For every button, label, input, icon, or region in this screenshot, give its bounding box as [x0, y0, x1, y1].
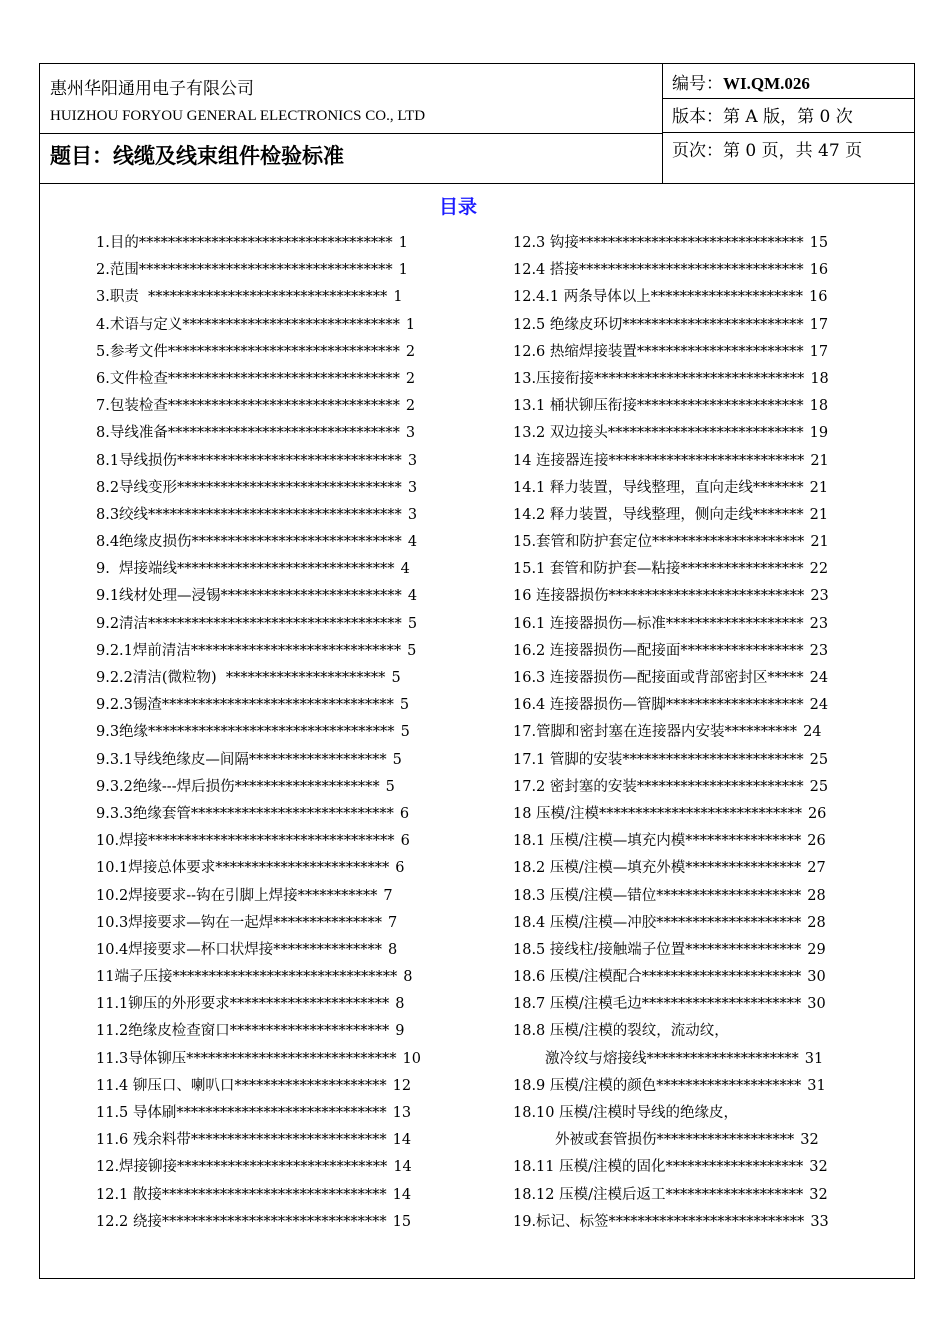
toc-entry: [513, 801, 829, 828]
toc-entry-text: 12.3 钩接*******************************: [513, 235, 804, 251]
toc-entry-text: 16.3 连接器损伤—配接面或背部密封区*****: [513, 670, 804, 686]
toc-entry-text: 11.4 铆压口、喇叭口*********************: [96, 1077, 387, 1094]
toc-entry-page: 32: [800, 1132, 819, 1149]
toc-entry-page: 5: [391, 670, 401, 686]
toc-entry: [513, 1018, 829, 1045]
toc-entry-page: 5: [400, 724, 410, 741]
toc-entry-page: 32: [809, 1159, 828, 1176]
toc-entry-page: 6: [399, 805, 410, 822]
toc-entry-text: 14.2 释力装置，导线整理，侧向走线*******: [513, 506, 804, 523]
header-right: [663, 64, 914, 184]
toc-entry-page: 32: [809, 1186, 828, 1203]
toc-entry-page: 24: [809, 670, 829, 686]
toc-entry-text: 9.3.2绝缘---焊后损伤********************: [96, 778, 380, 795]
toc-entry: [96, 1154, 421, 1181]
toc-entry-text: 13.2 双边接头***************************: [513, 425, 804, 442]
toc-entry-text: 11.2绝缘皮检查窗口**********************: [96, 1023, 390, 1040]
toc-entry-page: 25: [809, 751, 829, 768]
toc-entry: [96, 556, 421, 583]
toc-entry: [513, 692, 829, 719]
toc-entry-page: 18: [810, 370, 829, 387]
toc-entry-page: 16: [809, 262, 829, 279]
toc-entry: [513, 366, 829, 393]
toc-right-column: [513, 230, 829, 1236]
toc-entry: [513, 1127, 829, 1154]
toc-entry-text: 9.2清洁***********************************: [96, 615, 402, 632]
toc-entry: [96, 747, 421, 774]
toc-entry-text: 11端子压接*******************************: [96, 969, 398, 986]
toc-entry-text: 1.目的***********************************: [96, 235, 393, 251]
toc-entry: [96, 366, 421, 393]
toc-title: 目录: [438, 196, 477, 218]
toc-entry-text: 6.文件检查********************************: [96, 370, 400, 387]
page-info: 页次：第 0 页，共 47 页: [672, 141, 863, 161]
toc-entry: [96, 828, 421, 855]
toc-entry-text: 13.1 桶状铆压衔接***********************: [513, 398, 804, 415]
toc-entry-page: 29: [807, 941, 826, 958]
toc-entry: [96, 312, 421, 339]
toc-entry-page: 7: [388, 914, 398, 931]
toc-entry-page: 21: [809, 506, 829, 523]
toc-entry-text: 18.7 压模/注模毛边**********************: [513, 996, 802, 1013]
toc-entry-page: 14: [393, 1159, 412, 1176]
toc-entry: [513, 556, 829, 583]
toc-entry: [513, 1073, 829, 1100]
toc-entry: [513, 964, 829, 991]
toc-entry-text: 12.1 散接*******************************: [96, 1186, 387, 1203]
toc-entry-page: 5: [407, 642, 417, 659]
toc-entry-text: 9.2.3锡渣********************************: [96, 697, 394, 714]
toc-entry-text: 16.2 连接器损伤—配接面*****************: [513, 642, 804, 659]
toc-entry: [96, 883, 421, 910]
toc-entry: [96, 611, 421, 638]
toc-entry-text: 激冷纹与熔接线*********************: [545, 1050, 799, 1067]
toc-entry-text: 14.1 释力装置，导线整理，直向走线*******: [513, 479, 804, 496]
toc-entry-page: 2: [405, 343, 416, 360]
toc-entry-page: 18: [809, 398, 829, 415]
toc-entry-text: 9. 焊接端线******************************: [96, 561, 395, 578]
toc-entry-text: 18.4 压模/注模—冲胶********************: [513, 914, 802, 931]
toc-entry: [513, 855, 829, 882]
toc-entry-text: 15.1 套管和防护套—粘接*****************: [513, 561, 804, 578]
toc-entry: [513, 583, 829, 610]
toc-entry-page: 2: [405, 370, 416, 387]
toc-entry: [96, 1209, 421, 1236]
toc-entry-text: 3.职责 *********************************: [96, 289, 388, 306]
toc-entry-page: 31: [807, 1077, 826, 1094]
toc-entry-page: 26: [807, 805, 827, 822]
toc-entry: [513, 339, 829, 366]
company-name-cn: 惠州华阳通用电子有限公司: [50, 79, 254, 99]
toc-entry-text: 18.6 压模/注模配合**********************: [513, 969, 802, 986]
toc-entry-text: 12.2 绕接*******************************: [96, 1213, 387, 1230]
version: 版本：第 A 版，第 0 次: [672, 107, 853, 127]
toc-entry-page: 3: [405, 425, 416, 442]
toc-entry-text: 8.2导线变形*******************************: [96, 479, 402, 496]
toc-entry-text: 10.焊接**********************************: [96, 833, 395, 850]
toc-entry: [513, 393, 829, 420]
toc-entry-page: 4: [407, 588, 418, 605]
toc-entry: [513, 1154, 829, 1181]
toc-entry-page: 9: [395, 1023, 405, 1040]
toc-entry-page: 15: [392, 1213, 412, 1230]
toc-entry-page: 2: [405, 398, 416, 415]
meta-divider-2: [663, 132, 914, 133]
toc-entry: [513, 747, 829, 774]
toc-entry: [513, 774, 829, 801]
toc-entry-text: 10.2焊接要求--钩在引脚上焊接***********: [96, 887, 378, 904]
toc-entry: [513, 420, 829, 447]
toc-entry-page: 1: [398, 262, 408, 279]
toc-entry-text: 8.4绝缘皮损伤*****************************: [96, 534, 402, 551]
toc-entry-page: 24: [809, 697, 829, 714]
toc-entry: [96, 1073, 421, 1100]
toc-entry: [96, 448, 421, 475]
toc-entry: [513, 719, 829, 746]
toc-entry: [96, 583, 421, 610]
toc-left-column: [96, 230, 421, 1236]
toc-entry: [513, 1209, 829, 1236]
toc-entry-page: 1: [393, 289, 403, 306]
toc-entry: [513, 312, 829, 339]
toc-entry-page: 8: [388, 941, 398, 958]
toc-entry-page: 22: [809, 561, 829, 578]
toc-entry: [513, 1046, 829, 1073]
toc-entry-page: 28: [807, 887, 826, 904]
toc-entry-page: 3: [407, 452, 418, 469]
toc-entry: [513, 529, 829, 556]
toc-entry-page: 19: [809, 425, 829, 442]
toc-entry-text: 12.6 热缩焊接装置***********************: [513, 343, 804, 360]
company-name-en: HUIZHOU FORYOU GENERAL ELECTRONICS CO., LTD: [50, 108, 426, 124]
toc-entry-text: 19.标记、标签***************************: [513, 1213, 805, 1230]
toc-entry: [513, 502, 829, 529]
toc-entry-page: 6: [400, 833, 410, 850]
toc-entry-text: 16.1 连接器损伤—标准*******************: [513, 615, 804, 632]
toc-entry-page: 17: [809, 343, 829, 360]
toc-entry: [513, 1100, 829, 1127]
toc-entry-text: 2.范围***********************************: [96, 262, 393, 279]
toc-entry: [513, 257, 829, 284]
toc-entry-page: 23: [810, 588, 829, 605]
toc-entry: [96, 1018, 421, 1045]
toc-entry-text: 15.套管和防护套定位*********************: [513, 534, 805, 551]
toc-entry-page: 21: [809, 479, 829, 496]
toc-entry-page: 6: [395, 860, 405, 877]
toc-entry-page: 5: [385, 778, 395, 795]
toc-entry: [96, 257, 421, 284]
toc-entry-page: 7: [383, 887, 393, 904]
toc-entry: [96, 475, 421, 502]
toc-entry: [96, 1046, 421, 1073]
toc-entry-text: 18.2 压模/注模—填充外模****************: [513, 860, 802, 877]
toc-entry-text: 18 压模/注模****************************: [513, 805, 802, 822]
toc-entry-text: 10.1焊接总体要求************************: [96, 860, 390, 877]
toc-entry-text: 13.压接衔接*****************************: [513, 370, 805, 387]
toc-entry-page: 5: [407, 615, 418, 632]
toc-entry: [96, 937, 421, 964]
toc-entry-page: 30: [807, 969, 826, 986]
toc-entry-page: 24: [803, 724, 822, 741]
toc-entry: [513, 284, 829, 311]
toc-entry-page: 26: [807, 833, 826, 850]
toc-entry-page: 14: [392, 1132, 412, 1149]
toc-entry-page: 25: [809, 778, 829, 795]
toc-entry-text: 12.4 搭接*******************************: [513, 262, 804, 279]
toc-entry-text: 11.3导体铆压*****************************: [96, 1050, 397, 1067]
toc-entry-text: 8.导线准备********************************: [96, 425, 400, 442]
toc-entry: [96, 339, 421, 366]
toc-entry-text: 5.参考文件********************************: [96, 343, 400, 360]
toc-entry-page: 33: [810, 1213, 829, 1230]
toc-entry: [96, 991, 421, 1018]
toc-entry: [96, 638, 421, 665]
toc-entry-text: 16 连接器损伤***************************: [513, 588, 805, 605]
toc-entry-text: 10.4焊接要求—杯口状焊接***************: [96, 941, 383, 958]
toc-entry-text: 9.1线材处理—浸锡*************************: [96, 588, 402, 605]
doc-number-value: WI.QM.026: [723, 74, 810, 93]
toc-entry: [513, 611, 829, 638]
toc-entry: [96, 284, 421, 311]
toc-entry: [513, 937, 829, 964]
toc-entry-page: 21: [810, 452, 829, 469]
document-frame: [39, 63, 915, 1279]
toc-entry: [96, 1127, 421, 1154]
header-divider: [40, 133, 662, 134]
toc-entry: [96, 230, 421, 257]
toc-entry: [96, 855, 421, 882]
toc-entry-page: 17: [809, 316, 829, 333]
toc-entry: [96, 774, 421, 801]
toc-entry-text: 17.管脚和密封塞在连接器内安装**********: [513, 724, 798, 741]
toc-entry-page: 1: [398, 235, 408, 251]
doc-number-label: 编号：: [672, 74, 723, 94]
toc-entry-text: 7.包装检查********************************: [96, 398, 400, 415]
toc-entry-page: 30: [807, 996, 826, 1013]
meta-divider-1: [663, 98, 914, 99]
toc-entry: [513, 991, 829, 1018]
doc-number: [672, 69, 810, 94]
toc-entry-text: 8.3绞线***********************************: [96, 506, 402, 523]
toc-entry: [513, 1182, 829, 1209]
toc-entry-page: 27: [807, 860, 826, 877]
toc-entry: [513, 665, 829, 692]
toc-entry: [96, 420, 421, 447]
toc-entry-page: 16: [808, 289, 828, 306]
toc-entry: [96, 910, 421, 937]
toc-entry-text: 9.2.2清洁(微粒物) **********************: [96, 670, 386, 686]
toc-entry-text: 14 连接器连接***************************: [513, 452, 805, 469]
toc-entry: [513, 448, 829, 475]
toc-entry-page: 31: [804, 1050, 824, 1067]
toc-entry-text: 4.术语与定义******************************: [96, 316, 400, 333]
toc-entry-text: 18.12 压模/注模后返工*******************: [513, 1186, 804, 1203]
toc-entry: [96, 1100, 421, 1127]
toc-entry: [96, 393, 421, 420]
toc-entry-page: 1: [405, 316, 416, 333]
toc-entry-page: 13: [392, 1105, 412, 1121]
document-title: 题目：线缆及线束组件检验标准: [50, 144, 344, 168]
toc-entry: [513, 230, 829, 257]
toc-entry-page: 5: [399, 697, 410, 714]
toc-entry: [96, 964, 421, 991]
toc-entry-text: 11.5 导体刷*****************************: [96, 1105, 387, 1121]
toc-entry-text: 18.1 压模/注模—填充内模****************: [513, 833, 802, 850]
toc-entry: [96, 692, 421, 719]
toc-entry-text: 外被或套管损伤*******************: [555, 1132, 795, 1149]
toc-entry-page: 3: [407, 506, 418, 523]
toc-entry-page: 8: [403, 969, 413, 986]
toc-entry: [513, 638, 829, 665]
toc-entry-text: 12.焊接铆接*****************************: [96, 1159, 388, 1176]
toc-entry-text: 17.1 管脚的安装*************************: [513, 751, 804, 768]
toc-entry-text: 18.11 压模/注模的固化*******************: [513, 1159, 804, 1176]
toc-entry: [96, 801, 421, 828]
toc-entry-text: 18.9 压模/注模的颜色********************: [513, 1077, 802, 1094]
toc-entry: [96, 502, 421, 529]
toc-entry-text: 18.5 接线柱/接触端子位置****************: [513, 941, 802, 958]
toc-entry-text: 18.10 压模/注模时导线的绝缘皮，: [513, 1105, 739, 1121]
toc-entry-page: 10: [402, 1050, 421, 1067]
toc-entry: [96, 719, 421, 746]
toc-entry: [513, 475, 829, 502]
toc-entry-text: 11.6 残余料带***************************: [96, 1132, 387, 1149]
toc-entry-page: 3: [407, 479, 418, 496]
toc-entry-page: 14: [392, 1186, 412, 1203]
header-left: [40, 64, 663, 184]
toc-entry-page: 28: [807, 914, 826, 931]
toc-entry-page: 15: [809, 235, 829, 251]
toc-entry-text: 12.5 绝缘皮环切*************************: [513, 316, 804, 333]
toc-entry-page: 12: [392, 1077, 412, 1094]
toc-entry-page: 23: [809, 642, 829, 659]
toc-entry-text: 9.3.3绝缘套管****************************: [96, 805, 394, 822]
toc-entry-page: 21: [810, 534, 829, 551]
toc-entry-text: 11.1铆压的外形要求**********************: [96, 996, 390, 1013]
toc-entry-text: 16.4 连接器损伤—管脚*******************: [513, 697, 804, 714]
toc-entry-text: 18.8 压模/注模的裂纹，流动纹，: [513, 1023, 729, 1040]
toc-entry-text: 10.3焊接要求—钩在一起焊***************: [96, 914, 383, 931]
toc-entry: [513, 910, 829, 937]
toc-entry-text: 9.2.1焊前清洁*****************************: [96, 642, 402, 659]
toc-entry: [96, 665, 421, 692]
toc-entry-text: 9.3绝缘**********************************: [96, 724, 395, 741]
toc-entry: [96, 529, 421, 556]
toc-entry-text: 8.1导线损伤*******************************: [96, 452, 402, 469]
toc-entry-text: 12.4.1 两条导体以上*********************: [513, 289, 803, 306]
toc-entry-text: 9.3.1导线绝缘皮—间隔*******************: [96, 751, 387, 768]
toc-entry-page: 8: [395, 996, 405, 1013]
toc-entry-page: 5: [392, 751, 402, 768]
toc-entry-text: 17.2 密封塞的安装***********************: [513, 778, 804, 795]
toc-entry: [513, 883, 829, 910]
toc-entry-page: 4: [400, 561, 410, 578]
toc-entry-page: 4: [407, 534, 418, 551]
toc-entry: [96, 1182, 421, 1209]
toc-entry: [513, 828, 829, 855]
toc-entry-page: 23: [809, 615, 829, 632]
toc-entry-text: 18.3 压模/注模—错位********************: [513, 887, 802, 904]
